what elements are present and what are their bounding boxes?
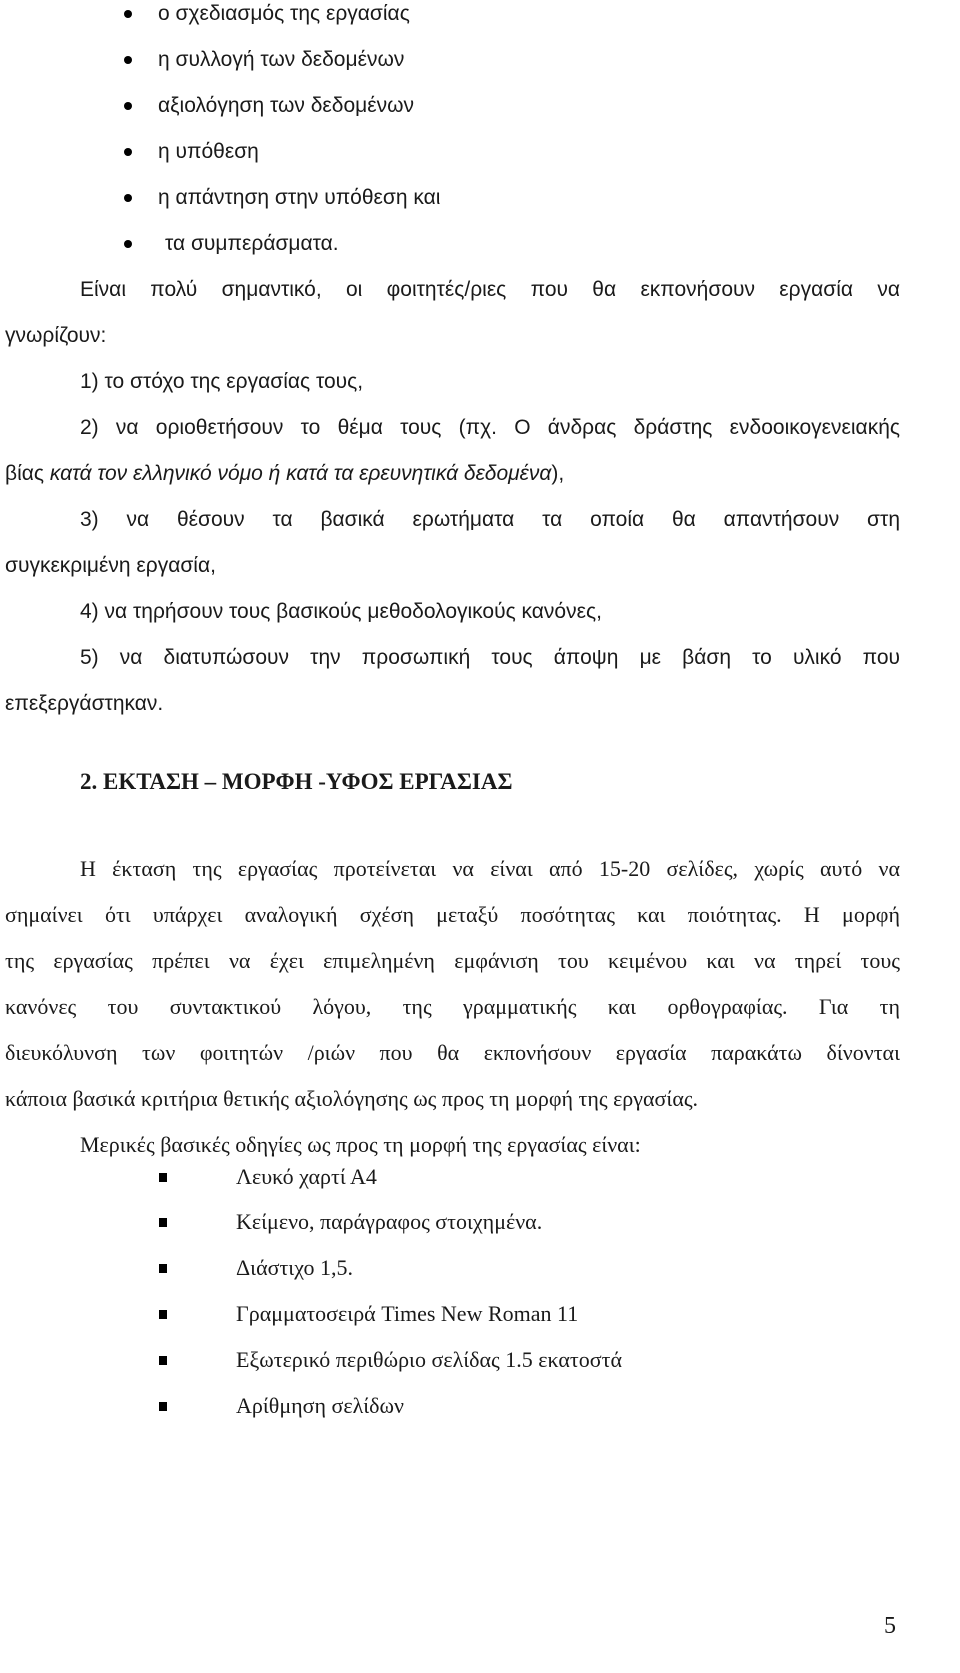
point-2-line — [5, 460, 564, 488]
guideline-item: Αρίθμηση σελίδων — [236, 1393, 404, 1418]
point-4: 4) να τηρήσουν τους βασικούς μεθοδολογικούς κανόνες, — [80, 600, 602, 623]
section-heading: 2. ΕΚΤΑΣΗ – ΜΟΡΦΗ -ΥΦΟΣ ΕΡΓΑΣΙΑΣ — [80, 769, 513, 794]
bullet-item: η απάντηση στην υπόθεση και — [158, 186, 441, 209]
section-para-line: της εργασίας πρέπει να έχει επιμελημένη εμφάνιση του κειμένου και να τηρεί τους — [5, 948, 900, 973]
square-bullet-icon — [159, 1218, 167, 1227]
intro-line: Είναι πολύ σημαντικό, οι φοιτητές/ριες που θα εκπονήσουν εργασία να — [80, 278, 900, 301]
point-2-line: 2) να οριοθετήσουν το θέμα τους (πχ. Ο άνδρας δράστης ενδοοικογενειακής — [80, 416, 900, 439]
guideline-item: Εξωτερικό περιθώριο σελίδας 1.5 εκατοστά — [236, 1347, 622, 1372]
point-5-line: 5) να διατυπώσουν την προσωπική τους άποψη με βάση το υλικό που — [80, 646, 900, 669]
guideline-item: Γραμματοσειρά Times New Roman 11 — [236, 1301, 579, 1326]
bullet-icon — [124, 240, 132, 248]
section-para-line: σημαίνει ότι υπάρχει αναλογική σχέση μεταξύ ποσότητας και ποιότητας. Η μορφή — [5, 902, 900, 927]
page-number: 5 — [884, 1613, 896, 1639]
square-bullet-icon — [159, 1310, 167, 1319]
bullet-icon — [124, 148, 132, 156]
bullet-item: αξιολόγηση των δεδομένων — [158, 94, 415, 117]
guideline-item: Κείμενο, παράγραφος στοιχημένα. — [236, 1209, 543, 1234]
guideline-item: Λευκό χαρτί Α4 — [236, 1164, 377, 1189]
section-para-line: κανόνες του συντακτικού λόγου, της γραμματικής και ορθογραφίας. Για τη — [5, 994, 900, 1019]
section-para-line: κάποια βασικά κριτήρια θετικής αξιολόγησης ως προς τη μορφή της εργασίας. — [5, 1086, 699, 1111]
bullet-icon — [124, 56, 132, 64]
square-bullet-icon — [159, 1173, 167, 1182]
bullet-item: η υπόθεση — [158, 140, 259, 163]
point-2-text: βίας — [5, 462, 50, 485]
bullet-icon — [124, 10, 132, 18]
bullet-item: τα συμπεράσματα. — [165, 232, 339, 255]
point-5-line: επεξεργάστηκαν. — [5, 692, 164, 715]
bullet-item: ο σχεδιασμός της εργασίας — [158, 2, 410, 25]
point-3-line: 3) να θέσουν τα βασικά ερωτήματα τα οποία θα απαντήσουν στη — [80, 508, 900, 531]
point-2-italic-text: κατά τον ελληνικό νόμο ή κατά τα ερευνητικά δεδομένα — [49, 462, 552, 485]
intro-line: γνωρίζουν: — [5, 324, 107, 347]
square-bullet-icon — [159, 1356, 167, 1365]
guidelines-intro: Μερικές βασικές οδηγίες ως προς τη μορφή της εργασίας είναι: — [80, 1132, 641, 1157]
bullet-icon — [124, 102, 132, 110]
square-bullet-icon — [159, 1264, 167, 1273]
square-bullet-icon — [159, 1402, 167, 1411]
bullet-item: η συλλογή των δεδομένων — [158, 48, 405, 71]
guideline-item: Διάστιχο 1,5. — [236, 1255, 353, 1280]
point-1: 1) το στόχο της εργασίας τους, — [80, 370, 364, 393]
section-para-line: διευκόλυνση των φοιτητών /ριών που θα εκπονήσουν εργασία παρακάτω δίνονται — [5, 1040, 900, 1065]
point-2-text: ), — [551, 462, 565, 485]
section-para-line: Η έκταση της εργασίας προτείνεται να είναι από 15-20 σελίδες, χωρίς αυτό να — [80, 856, 900, 881]
point-3-line: συγκεκριμένη εργασία, — [5, 554, 216, 577]
bullet-icon — [124, 194, 132, 202]
